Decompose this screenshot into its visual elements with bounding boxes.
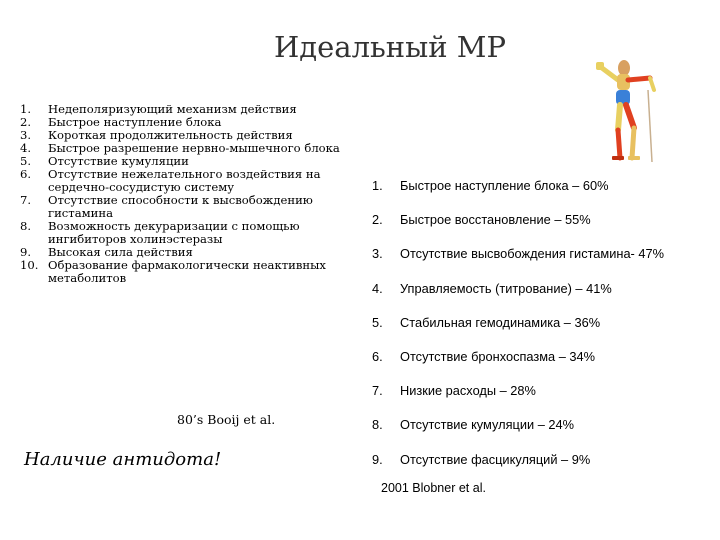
list-text: Отсутствие способности к высвобождению гистамина: [48, 193, 313, 220]
list-text: Высокая сила действия: [48, 245, 193, 259]
list-text: Быстрое разрешение нервно-мышечного блока: [48, 141, 340, 155]
list-text: Отсутствие нежелательного воздействия на сердечно-сосудистую систему: [48, 167, 321, 194]
list-number: 1.: [372, 178, 383, 193]
antidote-note: Наличие антидота!: [24, 449, 222, 470]
list-item: [372, 349, 717, 383]
list-item: [372, 281, 717, 315]
list-number: 7.: [372, 383, 383, 399]
list-number: 8.: [20, 219, 32, 233]
list-number: 6.: [372, 348, 383, 364]
list-number: 2.: [20, 115, 32, 129]
list-item: [20, 259, 350, 285]
list-number: 3.: [372, 246, 383, 262]
list-item: [20, 168, 350, 194]
left-source-citation: 80’s Booij et al.: [177, 412, 276, 427]
list-item: [372, 383, 717, 417]
list-item: [372, 178, 717, 212]
mannequin-figure-icon: [588, 50, 668, 170]
list-number: 4.: [372, 280, 383, 296]
list-text: Стабильная гемодинамика – 36%: [400, 314, 601, 330]
list-item: [372, 212, 717, 246]
list-number: 5.: [20, 154, 32, 168]
list-item: [372, 315, 717, 349]
list-text: Управляемость (титрование) – 41%: [400, 280, 612, 296]
list-text: Отсутствие бронхоспазма – 34%: [400, 348, 595, 364]
list-text: Отсутствие кумуляции: [48, 154, 189, 168]
list-number: 3.: [20, 128, 32, 142]
right-source-citation: 2001 Blobner et al.: [381, 481, 486, 495]
list-number: 6.: [20, 167, 32, 181]
list-item: [20, 194, 350, 220]
list-number: 9.: [372, 451, 383, 467]
list-text: Быстрое наступление блока – 60%: [400, 178, 609, 193]
list-number: 2.: [372, 212, 383, 228]
list-text: Отсутствие высвобождения гистамина- 47%: [400, 246, 664, 262]
list-text: Быстрое восстановление – 55%: [400, 212, 591, 228]
list-text: Отсутствие кумуляции – 24%: [400, 417, 574, 433]
list-number: 5.: [372, 314, 383, 330]
list-number: 10.: [20, 258, 39, 272]
list-number: 4.: [20, 141, 32, 155]
list-number: 7.: [20, 193, 32, 207]
list-text: Образование фармакологически неактивных метаболитов: [48, 258, 326, 285]
list-text: Короткая продолжительность действия: [48, 128, 293, 142]
list-text: Отсутствие фасцикуляций – 9%: [400, 451, 591, 467]
list-item: [372, 417, 717, 451]
list-item: [372, 246, 717, 280]
list-text: Недеполяризующий механизм действия: [48, 102, 297, 116]
slide-title: Идеальный МР: [274, 30, 506, 64]
requirements-list: [20, 103, 350, 285]
list-item: [20, 220, 350, 246]
list-number: 9.: [20, 245, 32, 259]
list-text: Возможность декураризации с помощью ингибиторов холинэстеразы: [48, 219, 300, 246]
list-number: 8.: [372, 417, 383, 433]
list-text: Быстрое наступление блока: [48, 115, 222, 129]
list-text: Низкие расходы – 28%: [400, 383, 536, 399]
list-number: 1.: [20, 102, 32, 116]
survey-results-list: [372, 178, 717, 486]
